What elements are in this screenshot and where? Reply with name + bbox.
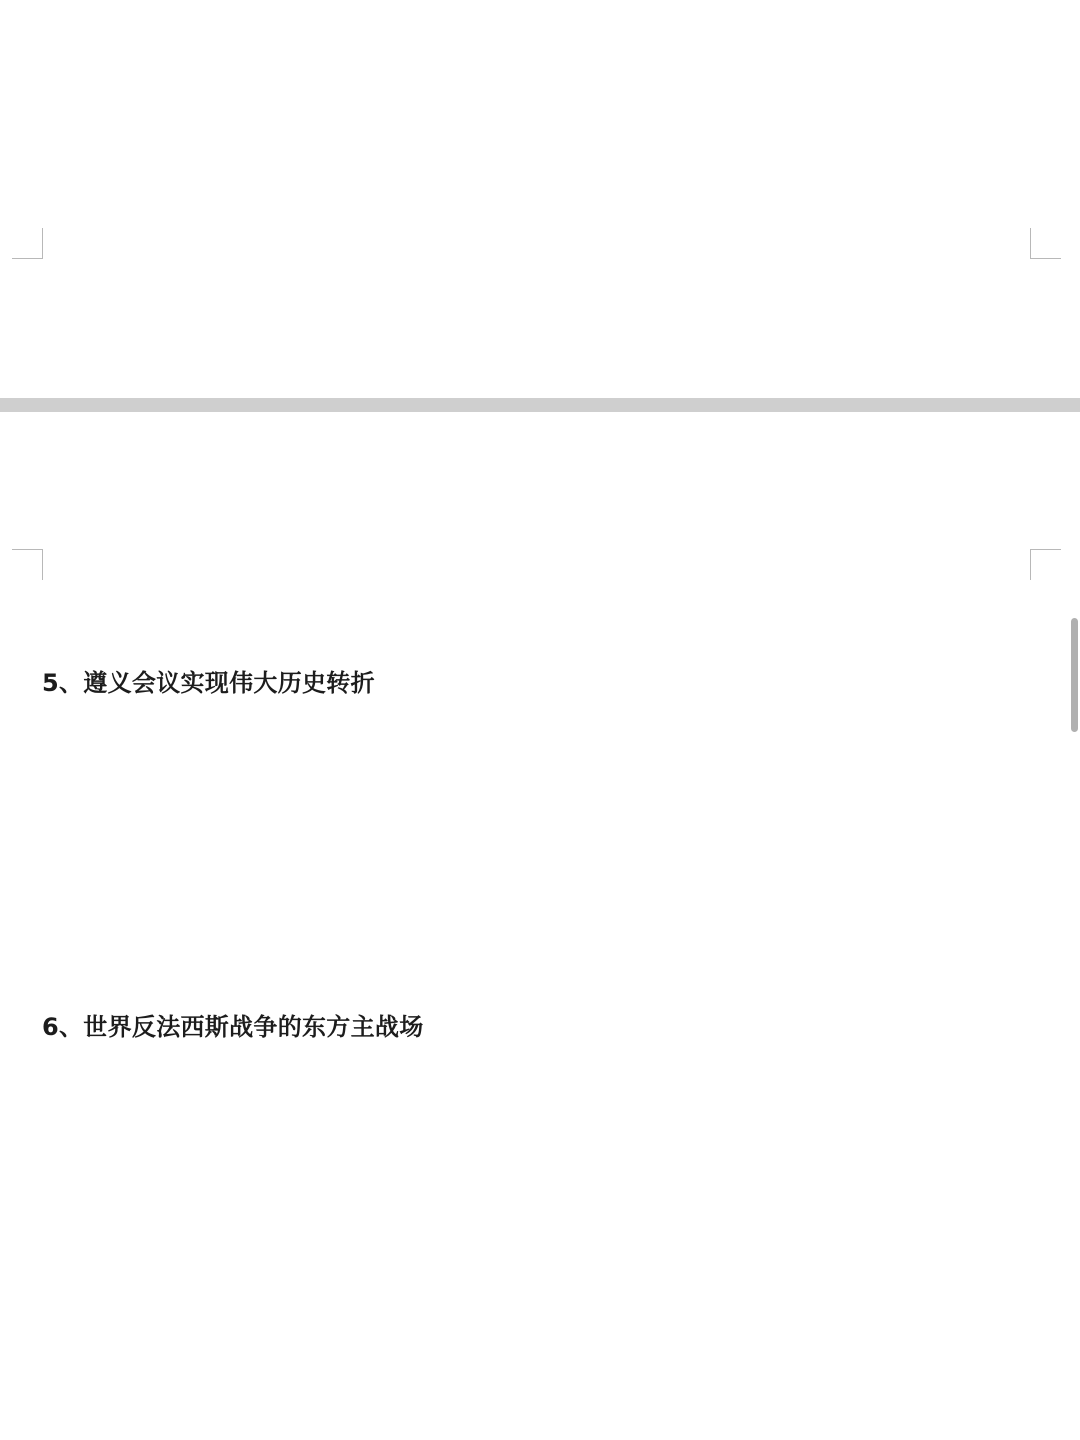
document-page-upper: [0, 0, 1080, 398]
page-separator: [0, 398, 1080, 412]
page-corner-mark: [1030, 228, 1061, 259]
section-heading-6: 6、世界反法西斯战争的东方主战场: [42, 1013, 424, 1041]
page-corner-mark: [12, 228, 43, 259]
page-corner-mark: [1030, 549, 1061, 580]
document-page-lower: [0, 412, 1080, 1440]
page-corner-mark: [12, 549, 43, 580]
section-heading-5: 5、遵义会议实现伟大历史转折: [42, 669, 375, 697]
vertical-scrollbar-thumb[interactable]: [1071, 618, 1078, 732]
